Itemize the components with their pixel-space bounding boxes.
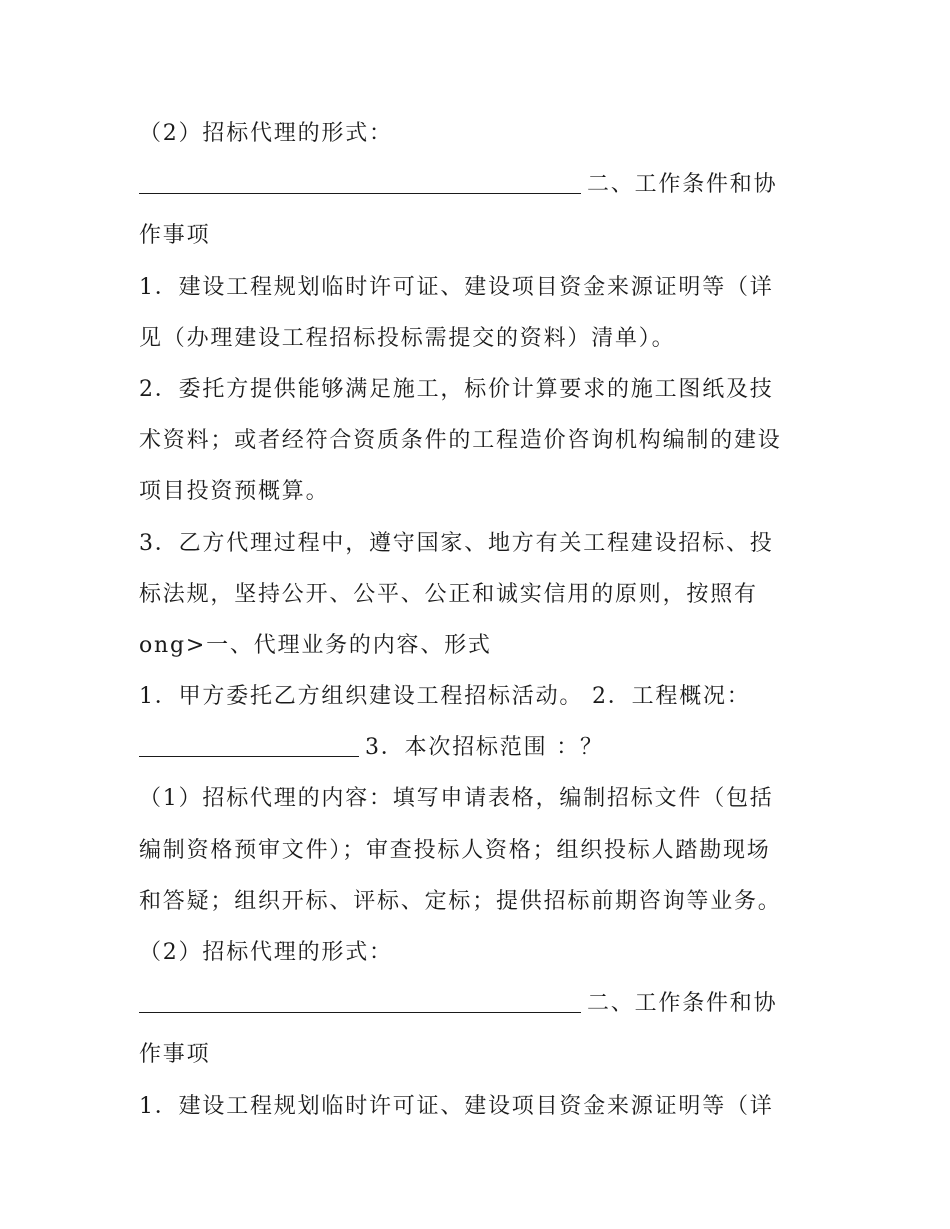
section-heading: 二、工作条件和协: [587, 991, 778, 1017]
text-line: 3．乙方代理过程中，遵守国家、地方有关工程建设招标、投: [139, 530, 774, 556]
text-line: 项目投资预概算。: [139, 479, 330, 505]
text-line: 作事项: [139, 223, 211, 249]
text-line: 编制资格预审文件）；审查投标人资格；组织投标人踏勘现场: [139, 837, 771, 863]
text-line: （2）招标代理的形式：: [139, 121, 393, 146]
text-line: [139, 978, 819, 1029]
text-line: （2）招标代理的形式：: [139, 940, 393, 965]
text-line: 1．建设工程规划临时许可证、建设项目资金来源证明等（详: [139, 274, 774, 300]
text-line: ong>一、代理业务的内容、形式: [139, 632, 492, 658]
text-line: 和答疑；组织开标、评标、定标；提供招标前期咨询等业务。: [139, 888, 782, 914]
text-line: [139, 159, 819, 210]
text-line: 作事项: [139, 1042, 211, 1068]
text-line: 1．建设工程规划临时许可证、建设项目资金来源证明等（详: [139, 1093, 774, 1119]
text-line: [139, 722, 819, 773]
text-line: （1）招标代理的内容：填写申请表格，编制招标文件（包括: [139, 786, 774, 812]
text-line: 2．委托方提供能够满足施工，标价计算要求的施工图纸及技: [139, 376, 774, 402]
text-line: 见（办理建设工程招标投标需提交的资料）清单）。: [139, 325, 676, 351]
scope-label: 3．本次招标范围 ：？: [365, 735, 604, 761]
fill-in-blank: [139, 192, 581, 194]
text-line: 标法规，坚持公开、公平、公正和诚实信用的原则，按照有: [139, 581, 758, 607]
text-line: 1．甲方委托乙方组织建设工程招标活动。 2．工程概况：: [139, 684, 751, 710]
fill-in-blank: [139, 755, 359, 757]
document-body: [139, 108, 819, 1132]
text-line: 术资料；或者经符合资质条件的工程造价咨询机构编制的建设: [139, 428, 782, 454]
fill-in-blank: [139, 1011, 581, 1013]
section-heading: 二、工作条件和协: [587, 172, 778, 198]
